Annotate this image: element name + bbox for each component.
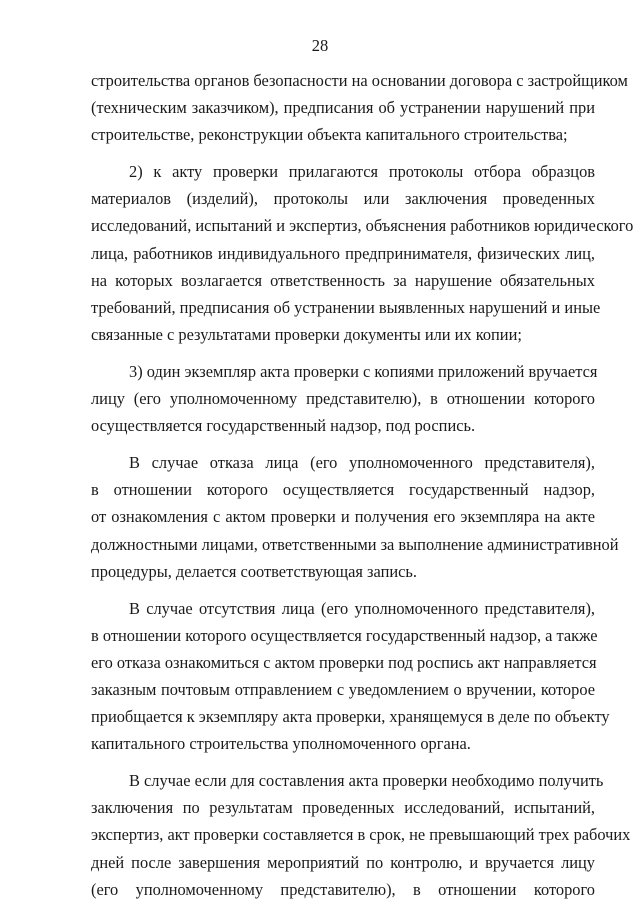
text-line: В случае если для составления акта проверки необходимо получить bbox=[129, 771, 604, 791]
paragraph-spacer bbox=[91, 757, 595, 767]
text-line: связанные с результатами проверки документы или их копии; bbox=[91, 324, 522, 344]
text-line: осуществляется государственный надзор, под роспись. bbox=[91, 416, 476, 436]
text-line: лица, работников индивидуального предпринимателя, физических лиц, bbox=[91, 243, 595, 263]
text-line: (его уполномоченному представителю), в отношении которого bbox=[91, 879, 595, 899]
paragraph bbox=[91, 67, 628, 148]
text-line: 2) к акту проверки прилагаются протоколы отбора образцов bbox=[129, 162, 595, 182]
text-line: исследований, испытаний и экспертиз, объяснения работников юридического bbox=[91, 216, 634, 236]
text-line: (техническим заказчиком), предписания об устранении нарушений при bbox=[91, 98, 595, 118]
text-line: лицу (его уполномоченному представителю), в отношении которого bbox=[91, 389, 595, 409]
text-line: должностными лицами, ответственными за выполнение административной bbox=[91, 534, 619, 554]
paragraph-spacer bbox=[91, 585, 595, 595]
paragraph-spacer bbox=[91, 439, 595, 449]
paragraph bbox=[91, 595, 610, 758]
text-line: капитального строительства уполномоченного органа. bbox=[91, 734, 471, 754]
text-line: приобщается к экземпляру акта проверки, хранящемуся в деле по объекту bbox=[91, 707, 610, 727]
paragraph bbox=[91, 158, 634, 348]
paragraph bbox=[91, 767, 631, 902]
text-line: экспертиз, акт проверки составляется в срок, не превышающий трех рабочих bbox=[91, 825, 631, 845]
text-line: В случае отсутствия лица (его уполномоченного представителя), bbox=[129, 598, 595, 618]
text-line: от ознакомления с актом проверки и получения его экземпляра на акте bbox=[91, 507, 595, 527]
text-line: дней после завершения мероприятий по контролю, и вручается лицу bbox=[91, 852, 595, 872]
text-line: в отношении которого осуществляется государственный надзор, а также bbox=[91, 625, 598, 645]
paragraph-spacer bbox=[91, 148, 595, 158]
paragraph bbox=[91, 449, 619, 584]
text-line: 3) один экземпляр акта проверки с копиями приложений вручается bbox=[129, 361, 598, 381]
text-line: материалов (изделий), протоколы или заключения проведенных bbox=[91, 189, 595, 209]
text-line: на которых возлагается ответственность за нарушение обязательных bbox=[91, 270, 595, 290]
text-line: процедуры, делается соответствующая запись. bbox=[91, 561, 417, 581]
text-line: в отношении которого осуществляется государственный надзор, bbox=[91, 480, 595, 500]
page-number: 28 bbox=[311, 36, 329, 55]
paragraph-spacer bbox=[91, 348, 595, 358]
text-line: В случае отказа лица (его уполномоченного представителя), bbox=[129, 453, 595, 473]
body-text bbox=[91, 67, 634, 903]
text-line: требований, предписания об устранении выявленных нарушений и иные bbox=[91, 297, 601, 317]
paragraph bbox=[91, 358, 598, 439]
text-line: его отказа ознакомиться с актом проверки под роспись акт направляется bbox=[91, 652, 597, 672]
text-line: заключения по результатам проведенных исследований, испытаний, bbox=[91, 798, 595, 818]
text-line: заказным почтовым отправлением с уведомлением о вручении, которое bbox=[91, 679, 595, 699]
text-line: строительства органов безопасности на основании договора с застройщиком bbox=[91, 71, 628, 90]
text-line: строительстве, реконструкции объекта капитального строительства; bbox=[91, 125, 568, 145]
